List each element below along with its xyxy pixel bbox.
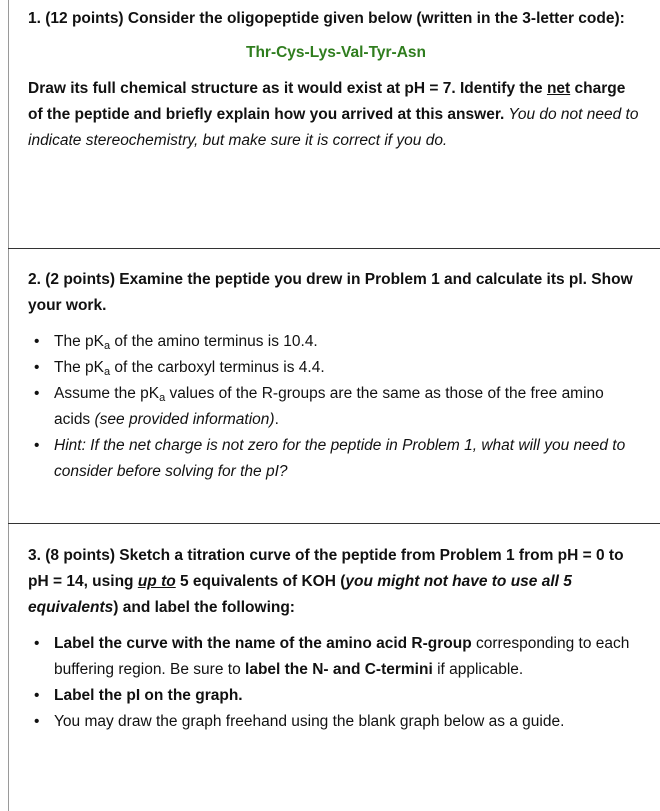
q2-bullet-hint: • Hint: If the net charge is not zero for the peptide in Problem 1, what will you need to consider before solving for the pI? [28, 433, 644, 485]
bullet-dot-icon: • [34, 385, 40, 402]
q1-note: You do not need to indicate stereochemistry, but make sure it is correct if you do. [28, 106, 639, 149]
bullet-dot-icon: • [34, 687, 40, 704]
q2-heading: 2. (2 points) Examine the peptide you drew in Problem 1 and calculate its pI. Show your work. [28, 271, 633, 314]
q2-bullet-2: • The $pK_a$ of the carboxyl terminus is 4.4. [28, 355, 644, 381]
q1-heading: 1. (12 points) Consider the oligopeptide given below (written in the 3-letter code): [28, 10, 625, 27]
question-3 [28, 543, 644, 735]
q1-draw-text: Draw its full chemical structure as it would exist at pH = 7. Identify the [28, 80, 547, 97]
q1-charge-text: charge of the peptide and briefly explain how you arrived at this answer. [28, 80, 626, 123]
q1-body [28, 76, 644, 154]
bullet-dot-icon: • [34, 713, 40, 730]
question-2 [28, 267, 644, 485]
q3-bullet-1: • Label the curve with the name of the amino acid R-group corresponding to each buffering region. Be sure to label the N- and C-termini if applicable. [28, 631, 644, 683]
bullet-dot-icon: • [34, 333, 40, 350]
q1-sequence: Thr-Cys-Lys-Val-Tyr-Asn [245, 44, 426, 61]
q2-bullet-1: • The $pK_a$ of the amino terminus is 10.4. [28, 329, 644, 355]
q3-bullet-3: • You may draw the graph freehand using the blank graph below as a guide. [28, 709, 644, 735]
q3-bullet-list [28, 631, 644, 735]
bullet-dot-icon: • [34, 359, 40, 376]
divider-1 [8, 248, 660, 249]
bullet-dot-icon: • [34, 635, 40, 652]
q3-bullet-2: • Label the pI on the graph. [28, 683, 644, 709]
question-1 [28, 6, 644, 154]
q1-net-word: net [546, 80, 571, 97]
q2-bullet-list [28, 329, 644, 485]
q2-bullet-3: • Assume the $pK_a$ values of the R-groups are the same as those of the free amino acids (see provided information). [28, 381, 644, 433]
divider-2 [8, 523, 660, 524]
bullet-dot-icon: • [34, 437, 40, 454]
q3-heading: 3. (8 points) Sketch a titration curve of the peptide from Problem 1 from pH = 0 to pH = 14, using up to 5 equivalents of KOH (you might not have to use all 5 equivalents) and label the following: [28, 547, 624, 616]
